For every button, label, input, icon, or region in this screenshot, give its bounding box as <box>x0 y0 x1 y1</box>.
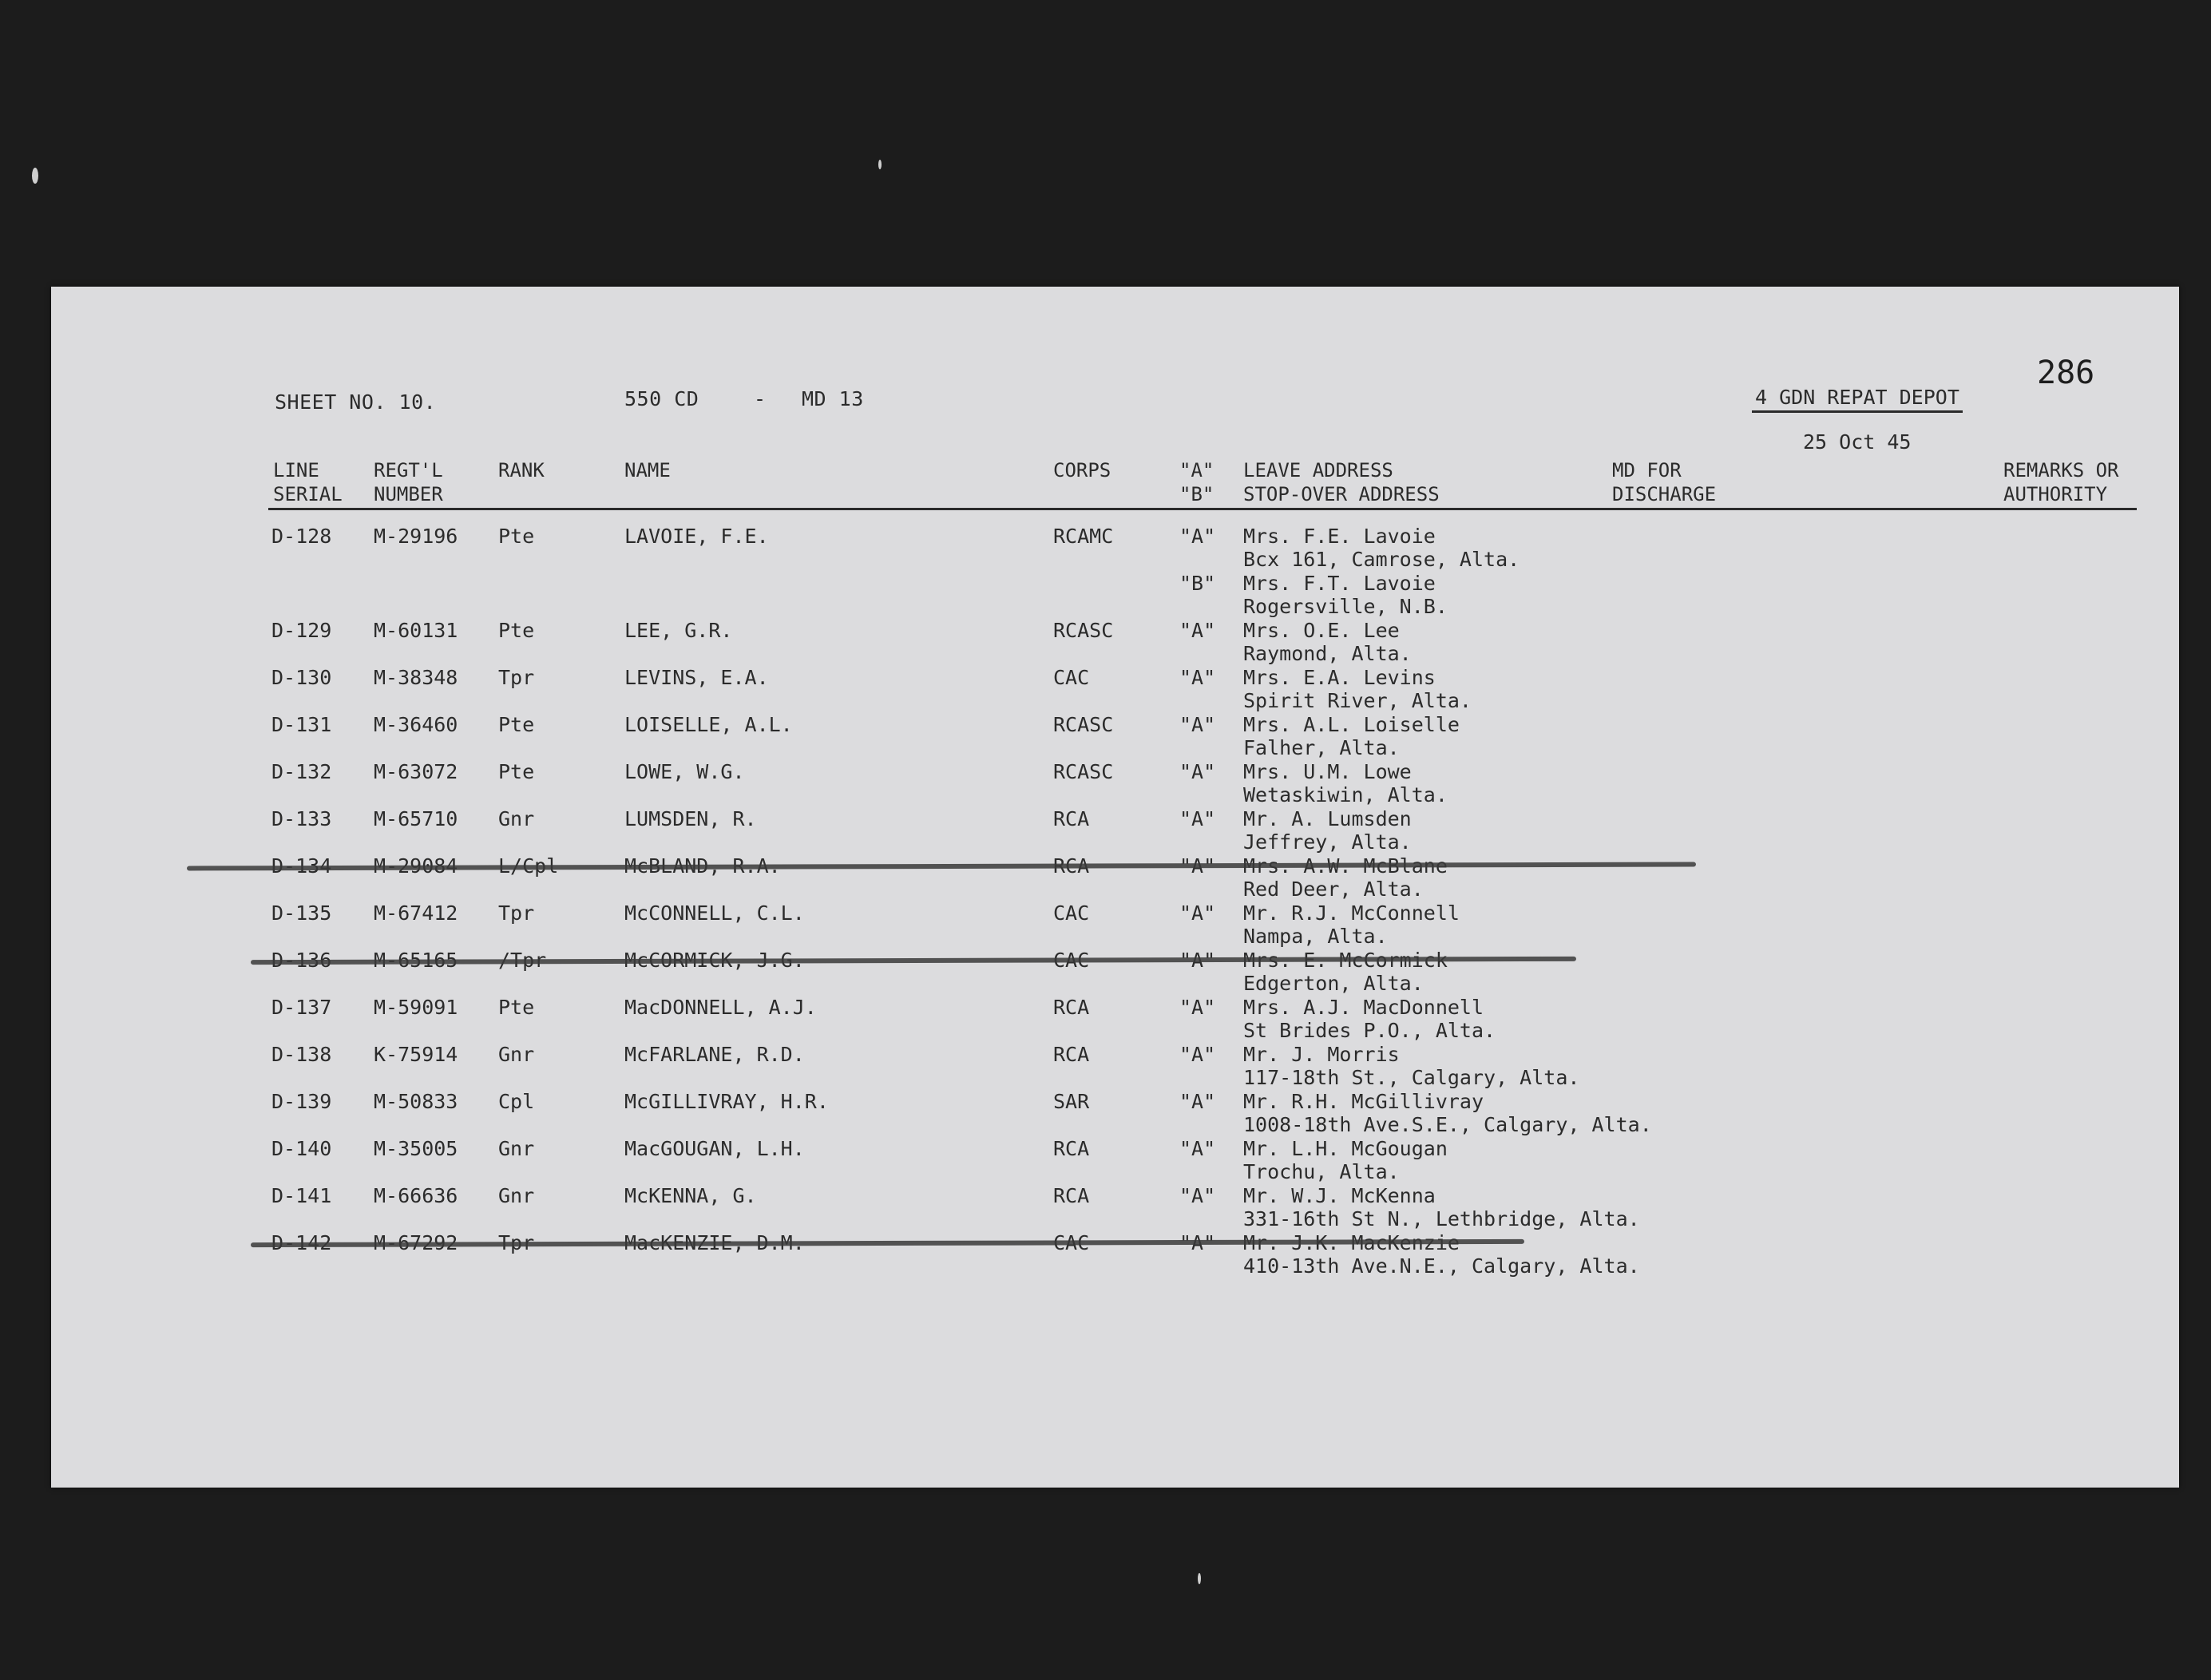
corps: RCAMC <box>1053 525 1114 548</box>
document-sheet <box>51 287 2179 1488</box>
line-serial: D-130 <box>271 666 332 689</box>
address-type: "A" <box>1179 666 1216 689</box>
table-row <box>51 901 2179 949</box>
table-row <box>51 1231 2179 1278</box>
soldier-name: McCONNELL, C.L. <box>624 901 805 925</box>
leave-address-line-1: Mrs. F.T. Lavoie <box>1243 572 1436 595</box>
leave-address-line-2: Raymond, Alta. <box>1243 642 1412 665</box>
leave-address-line-2: Edgerton, Alta. <box>1243 972 1424 995</box>
line-serial: D-133 <box>271 807 332 830</box>
address-type: "A" <box>1179 1090 1216 1113</box>
soldier-name: McFARLANE, R.D. <box>624 1043 805 1066</box>
regtl-number: M-67412 <box>374 901 458 925</box>
column-header-name: NAME <box>624 459 671 481</box>
regtl-number: K-75914 <box>374 1043 458 1066</box>
soldier-name: MacDONNELL, A.J. <box>624 996 817 1019</box>
address-type: "A" <box>1179 1137 1216 1160</box>
corps: CAC <box>1053 901 1090 925</box>
table-row <box>51 713 2179 760</box>
header-dash: - <box>754 387 767 410</box>
table-row <box>51 1137 2179 1184</box>
soldier-name: LEE, G.R. <box>624 619 733 642</box>
leave-address-line-2: Rogersville, N.B. <box>1243 595 1448 618</box>
leave-address-line-1: Mr. W.J. McKenna <box>1243 1184 1436 1207</box>
depot-title: 4 GDN REPAT DEPOT <box>1752 386 1963 413</box>
regtl-number: M-35005 <box>374 1137 458 1160</box>
leave-address-line-1: Mr. J. Morris <box>1243 1043 1400 1066</box>
regtl-number: M-50833 <box>374 1090 458 1113</box>
line-serial: D-138 <box>271 1043 332 1066</box>
sheet-date: 25 Oct 45 <box>1803 430 1912 454</box>
line-serial: D-135 <box>271 901 332 925</box>
corps: RCASC <box>1053 760 1114 783</box>
line-serial: D-131 <box>271 713 332 736</box>
leave-address-line-1: Mr. R.J. McConnell <box>1243 901 1460 925</box>
film-speck <box>878 160 882 169</box>
leave-address-line-1: Mrs. F.E. Lavoie <box>1243 525 1436 548</box>
leave-address-line-1: Mrs. A.L. Loiselle <box>1243 713 1460 736</box>
line-serial: D-139 <box>271 1090 332 1113</box>
film-speck <box>32 168 38 184</box>
line-serial: D-129 <box>271 619 332 642</box>
leave-address-line-2: Falher, Alta. <box>1243 736 1400 759</box>
regtl-number: M-63072 <box>374 760 458 783</box>
line-serial: D-128 <box>271 525 332 548</box>
table-row <box>51 619 2179 666</box>
table-row <box>51 807 2179 854</box>
regtl-number: M-60131 <box>374 619 458 642</box>
rank: Tpr <box>498 901 535 925</box>
table-row <box>51 996 2179 1043</box>
line-serial: D-132 <box>271 760 332 783</box>
cd-number: 550 CD <box>624 387 699 410</box>
column-header-rank: RANK <box>498 459 545 481</box>
leave-address-line-2: Wetaskiwin, Alta. <box>1243 783 1448 806</box>
rank: Pte <box>498 996 535 1019</box>
rank: Gnr <box>498 1043 535 1066</box>
corps: RCA <box>1053 996 1090 1019</box>
table-row <box>51 949 2179 996</box>
corps: RCASC <box>1053 713 1114 736</box>
table-row <box>51 854 2179 901</box>
column-header-line-serial: LINE SERIAL <box>273 459 343 505</box>
leave-address-line-2: Jeffrey, Alta. <box>1243 830 1412 854</box>
rank: Tpr <box>498 666 535 689</box>
address-type: "A" <box>1179 525 1216 548</box>
regtl-number: M-38348 <box>374 666 458 689</box>
md-number: MD 13 <box>802 387 864 410</box>
table-row <box>51 1184 2179 1231</box>
line-serial: D-137 <box>271 996 332 1019</box>
column-header-corps: CORPS <box>1053 459 1111 481</box>
leave-address-line-1: Mrs. O.E. Lee <box>1243 619 1400 642</box>
rank: Cpl <box>498 1090 535 1113</box>
address-type: "A" <box>1179 619 1216 642</box>
address-type: "A" <box>1179 1184 1216 1207</box>
regtl-number: M-59091 <box>374 996 458 1019</box>
address-type: "A" <box>1179 760 1216 783</box>
line-serial: D-140 <box>271 1137 332 1160</box>
address-type: "A" <box>1179 1043 1216 1066</box>
rank: Gnr <box>498 1137 535 1160</box>
corps: CAC <box>1053 666 1090 689</box>
sheet-number: SHEET NO. 10. <box>275 390 437 414</box>
soldier-name: LEVINS, E.A. <box>624 666 769 689</box>
leave-address-line-1: Mrs. U.M. Lowe <box>1243 760 1412 783</box>
soldier-name: McKENNA, G. <box>624 1184 757 1207</box>
table-row <box>51 666 2179 713</box>
column-header-ab: "A" "B" <box>1179 459 1214 505</box>
leave-address-line-2: Bcx 161, Camrose, Alta. <box>1243 548 1520 571</box>
rank: Pte <box>498 619 535 642</box>
leave-address-line-2: Trochu, Alta. <box>1243 1160 1400 1183</box>
column-header-remarks: REMARKS OR AUTHORITY <box>2003 459 2119 505</box>
rank: Gnr <box>498 1184 535 1207</box>
corps: RCASC <box>1053 619 1114 642</box>
leave-address-line-1: Mr. A. Lumsden <box>1243 807 1412 830</box>
leave-address-line-2: 1008-18th Ave.S.E., Calgary, Alta. <box>1243 1113 1652 1136</box>
corps: SAR <box>1053 1090 1090 1113</box>
table-row <box>51 760 2179 807</box>
leave-address-line-2: Nampa, Alta. <box>1243 925 1388 948</box>
leave-address-line-2: 117-18th St., Calgary, Alta. <box>1243 1066 1580 1089</box>
table-row <box>51 525 2179 572</box>
address-type: "A" <box>1179 901 1216 925</box>
rank: Pte <box>498 760 535 783</box>
rank: Pte <box>498 713 535 736</box>
leave-address-line-1: Mr. L.H. McGougan <box>1243 1137 1448 1160</box>
corps: RCA <box>1053 1184 1090 1207</box>
rank: Gnr <box>498 807 535 830</box>
soldier-name: LAVOIE, F.E. <box>624 525 769 548</box>
corps: RCA <box>1053 1043 1090 1066</box>
column-header-address: LEAVE ADDRESS STOP-OVER ADDRESS <box>1243 459 1440 505</box>
header-rule <box>268 508 2137 510</box>
table-row <box>51 1043 2179 1090</box>
film-speck <box>1198 1573 1201 1584</box>
corps: RCA <box>1053 807 1090 830</box>
rank: Pte <box>498 525 535 548</box>
regtl-number: M-65710 <box>374 807 458 830</box>
leave-address-line-1: Mrs. A.J. MacDonnell <box>1243 996 1484 1019</box>
soldier-name: LUMSDEN, R. <box>624 807 757 830</box>
leave-address-line-2: 331-16th St N., Lethbridge, Alta. <box>1243 1207 1640 1230</box>
column-header-md-discharge: MD FOR DISCHARGE <box>1612 459 1717 505</box>
soldier-name: LOWE, W.G. <box>624 760 745 783</box>
line-serial: D-141 <box>271 1184 332 1207</box>
soldier-name: LOISELLE, A.L. <box>624 713 793 736</box>
leave-address-line-1: Mr. R.H. McGillivray <box>1243 1090 1484 1113</box>
column-header-regtl-number: REGT'L NUMBER <box>374 459 443 505</box>
leave-address-line-2: 410-13th Ave.N.E., Calgary, Alta. <box>1243 1254 1640 1278</box>
table-row <box>51 1090 2179 1137</box>
soldier-name: MacGOUGAN, L.H. <box>624 1137 805 1160</box>
address-type: "A" <box>1179 996 1216 1019</box>
leave-address-line-2: Red Deer, Alta. <box>1243 878 1424 901</box>
page-number: 286 <box>2037 355 2095 391</box>
regtl-number: M-29196 <box>374 525 458 548</box>
address-type: "B" <box>1179 572 1216 595</box>
address-type: "A" <box>1179 713 1216 736</box>
leave-address-line-2: Spirit River, Alta. <box>1243 689 1472 712</box>
leave-address-line-2: St Brides P.O., Alta. <box>1243 1019 1496 1042</box>
leave-address-line-1: Mrs. E.A. Levins <box>1243 666 1436 689</box>
regtl-number: M-66636 <box>374 1184 458 1207</box>
soldier-name: McGILLIVRAY, H.R. <box>624 1090 829 1113</box>
address-type: "A" <box>1179 807 1216 830</box>
regtl-number: M-36460 <box>374 713 458 736</box>
corps: RCA <box>1053 1137 1090 1160</box>
table-row <box>51 572 2179 619</box>
